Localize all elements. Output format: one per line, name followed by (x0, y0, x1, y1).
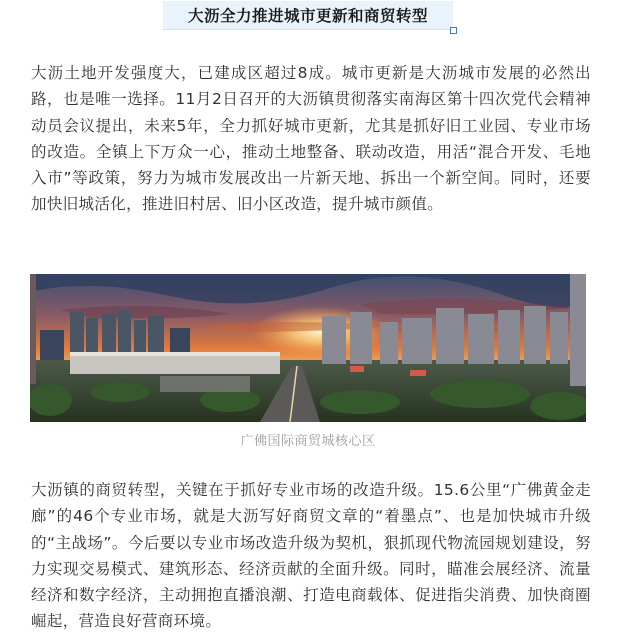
image-caption: 广佛国际商贸城核心区 (240, 434, 376, 449)
resize-handle-icon[interactable] (450, 27, 457, 34)
article-title: 大沥全力推进城市更新和商贸转型 (187, 7, 428, 25)
city-sunset-photo (30, 274, 586, 422)
paragraph-2: 大沥镇的商贸转型，关键在于抓好专业市场的改造升级。15.6公里“广佛黄金走廊”的46个专业市场，就是大沥写好商贸文章的“着墨点”、也是加快城市升级的“主战场”。今后要以专业市场改造升级为契机，狠抓现代物流园规划建设，努力实现交易模式、建筑形态、经济贡献的全面升级。同时，瞄准会展经济、流量经济和数字经济，主动拥抱直播浪潮、打造电商载体、促进指尖消费、加快商圈崛起，营造良好营商环境。 (31, 481, 591, 631)
article-title-box (163, 1, 453, 30)
paragraph-1: 大沥土地开发强度大，已建成区超过8成。城市更新是大沥城市发展的必然出路，也是唯一选择。11月2日召开的大沥镇贯彻落实南海区第十四次党代会精神动员会议提出，未来5年，全力抓好城市更新，尤其是抓好旧工业园、专业市场的改造。全镇上下万众一心，推动土地整备、联动改造，用活“混合开发、毛地入市”等政策，努力为城市发展改出一片新天地、拆出一个新空间。同时，还要加快旧城活化，推进旧村居、旧小区改造，提升城市颜值。 (31, 64, 591, 214)
